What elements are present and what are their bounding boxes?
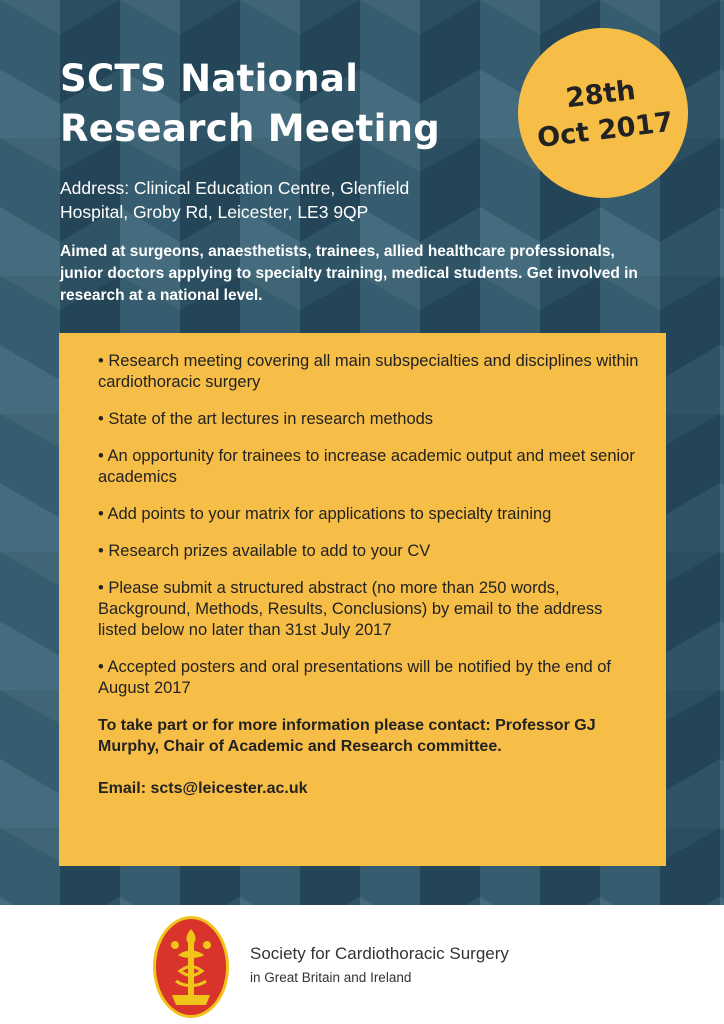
list-item: • Research prizes available to add to your CV	[98, 541, 640, 562]
scts-crest-icon	[152, 915, 230, 1019]
contact-email[interactable]: Email: scts@leicester.ac.uk	[98, 780, 308, 797]
audience-text: Aimed at surgeons, anaesthetists, trainees, allied healthcare professionals, junior doctors applying to specialty training, medical students. Get involved in research at a national level.	[60, 243, 638, 304]
page-title	[60, 54, 520, 154]
organisation-subtitle: in Great Britain and Ireland	[250, 970, 412, 985]
list-item: • State of the art lectures in research methods	[98, 409, 640, 430]
list-item: • Accepted posters and oral presentations will be notified by the end of August 2017	[98, 657, 640, 699]
date-month-year: Oct 2017	[535, 106, 675, 155]
list-item: • Research meeting covering all main subspecialties and disciplines within cardiothoracic surgery	[98, 351, 640, 393]
list-item: • Please submit a structured abstract (no more than 250 words, Background, Methods, Results, Conclusions) by email to the address listed below no later than 31st July 2017	[98, 578, 640, 641]
venue-address: Address: Clinical Education Centre, Glenfield Hospital, Groby Rd, Leicester, LE3 9QP	[60, 178, 410, 222]
list-item: • Add points to your matrix for applications to specialty training	[98, 504, 640, 525]
title-line-2: Research Meeting	[60, 107, 441, 150]
title-line-1: SCTS National	[60, 57, 359, 100]
feature-list	[98, 351, 640, 699]
footer	[0, 905, 724, 1024]
list-item: • An opportunity for trainees to increase academic output and meet senior academics	[98, 446, 640, 488]
date-day: 28th	[564, 75, 638, 115]
info-panel	[59, 333, 666, 866]
organisation-name: Society for Cardiothoracic Surgery	[250, 944, 509, 963]
contact-text: To take part or for more information please contact: Professor GJ Murphy, Chair of Academic and Research committee.	[98, 717, 596, 755]
